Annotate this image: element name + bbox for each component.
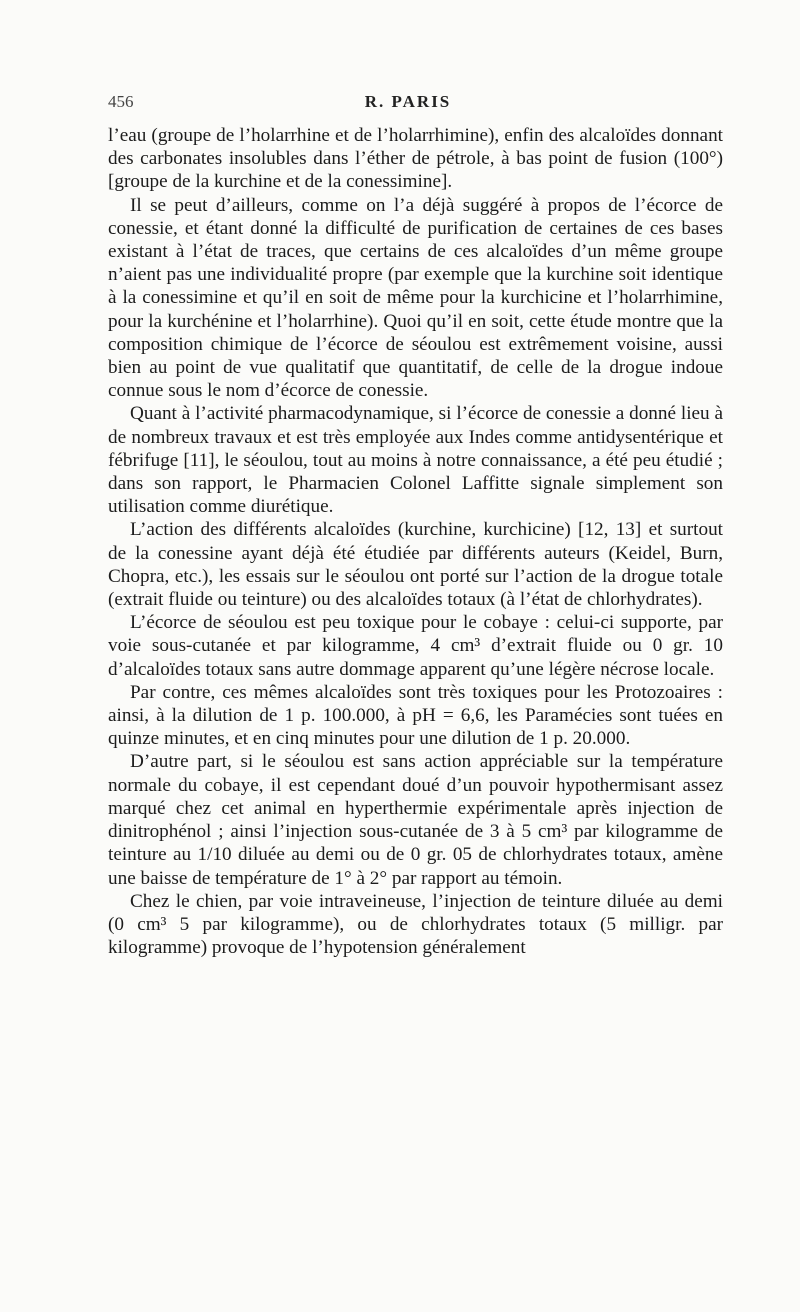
page-number: 456: [108, 92, 134, 111]
paragraph: Par contre, ces mêmes alcaloïdes sont très toxiques pour les Protozoaires : ainsi, à la dilution de 1 p. 100.000, à pH = 6,6, les Paramécies sont tuées en quinze minutes, et en cinq minutes pour une dilution de 1 p. 20.000.: [108, 681, 723, 750]
page-header: [108, 92, 708, 116]
paragraph: Chez le chien, par voie intraveineuse, l’injection de teinture diluée au demi (0 cm³ 5 par kilogramme), ou de chlorhydrates totaux (5 milligr. par kilogramme) provoque de l’hypotension généralement: [108, 890, 723, 959]
body-text: [108, 124, 723, 959]
paragraph: l’eau (groupe de l’holarrhine et de l’holarrhimine), enfin des alcaloïdes donnant des carbonates insolubles dans l’éther de pétrole, à bas point de fusion (100°) [groupe de la kurchine et de la conessimine].: [108, 125, 723, 193]
paragraph: Il se peut d’ailleurs, comme on l’a déjà suggéré à propos de l’écorce de conessie, et étant donné la difficulté de purification de certaines de ces bases existant à l’état de traces, que certains de ces alcaloïdes d’un même groupe n’aient pas une individualité propre (par exemple que la kurchine soit identique à la conessimine et qu’il en soit de même pour la kurchicine et l’holarrhimine, pour la kurchénine et l’holarrhine). Quoi qu’il en soit, cette étude montre que la composition chimique de l’écorce de séoulou est extrêmement voisine, aussi bien au point de vue qualitatif que quantitatif, de celle de la drogue indoue connue sous le nom d’écorce de conessie.: [108, 194, 723, 402]
paragraph: Quant à l’activité pharmacodynamique, si l’écorce de conessie a donné lieu à de nombreux travaux et est très employée aux Indes comme antidysentérique et fébrifuge [11], le séoulou, tout au moins à notre connaissance, a été peu étudié ; dans son rapport, le Pharmacien Colonel Laffitte signale simplement son utilisation comme diurétique.: [108, 403, 723, 518]
paragraph: L’écorce de séoulou est peu toxique pour le cobaye : celui-ci supporte, par voie sous-cutanée et par kilogramme, 4 cm³ d’extrait fluide ou 0 gr. 10 d’alcaloïdes totaux sans autre dommage apparent qu’une légère nécrose locale.: [108, 612, 723, 680]
running-head: R. PARIS: [364, 92, 452, 111]
paragraph: D’autre part, si le séoulou est sans action appréciable sur la température normale du cobaye, il est cependant doué d’un pouvoir hypothermisant assez marqué chez cet animal en hyperthermie expérimentale après injection de dinitrophénol ; ainsi l’injection sous-cutanée de 3 à 5 cm³ par kilogramme de teinture au 1/10 diluée au demi ou de 0 gr. 05 de chlorhydrates totaux, amène une baisse de température de 1° à 2° par rapport au témoin.: [108, 751, 723, 889]
paragraph: L’action des différents alcaloïdes (kurchine, kurchicine) [12, 13] et surtout de la conessine ayant déjà été étudiée par différents auteurs (Keidel, Burn, Chopra, etc.), les essais sur le séoulou ont porté sur l’action de la drogue totale (extrait fluide ou teinture) ou des alcaloïdes totaux (à l’état de chlorhydrates).: [108, 519, 723, 611]
